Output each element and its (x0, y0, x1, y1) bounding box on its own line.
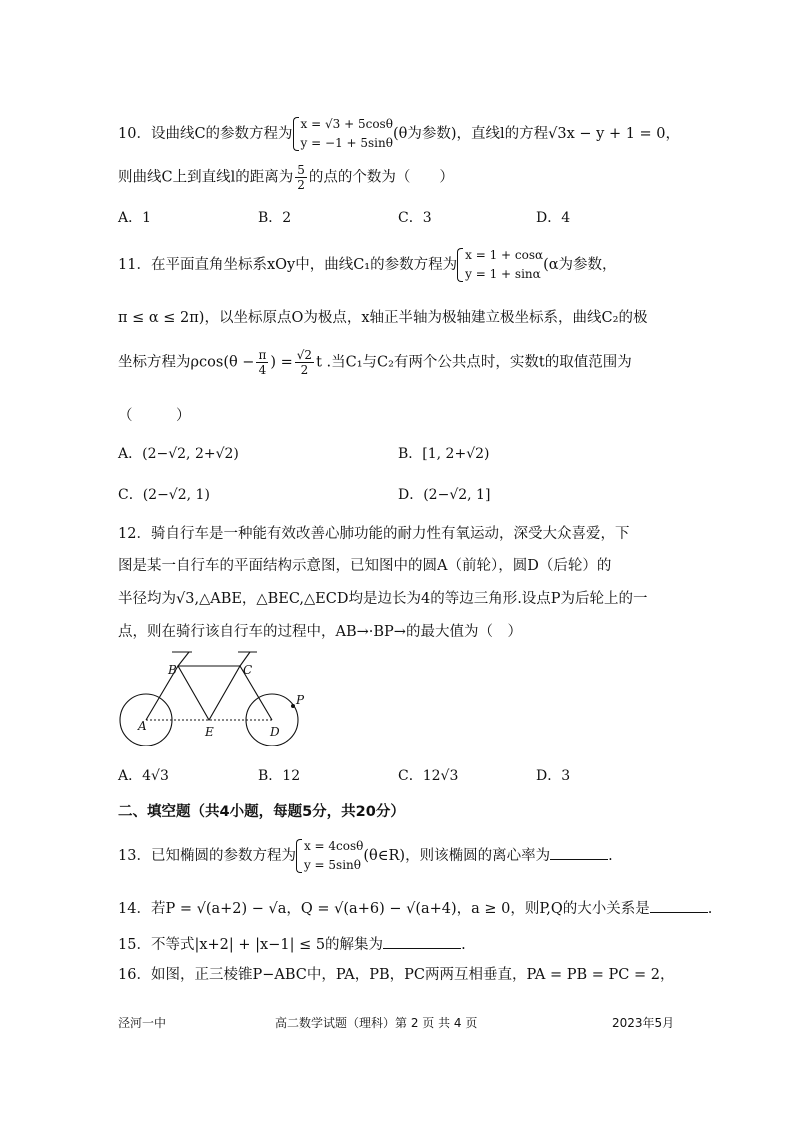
q12-option-d: D．3 (536, 768, 571, 784)
q11-line3-b: ) = (270, 354, 293, 371)
q10-line2 (118, 163, 454, 192)
q13-line (118, 837, 613, 875)
footer-school: 泾河一中 (118, 1016, 167, 1030)
q11-option-d: D．(2−√2, 1] (398, 487, 491, 503)
q11-eq1: x = 1 + cosα (465, 248, 544, 262)
q10-line1 (118, 115, 680, 153)
q12-line4: 点，则在骑行该自行车的过程中，AB→·BP→的最大值为（ ） (118, 624, 522, 640)
q10-param-system (293, 115, 393, 153)
q10-line2-a: 则曲线C上到直线l的距离为 (118, 169, 294, 186)
q11-line3-c: t .当C₁与C₂有两个公共点时，实数t的取值范围为 (316, 354, 632, 371)
q13-end: . (608, 848, 613, 864)
frame (146, 666, 272, 720)
q11-frac-den: 4 (258, 363, 267, 377)
q15-answer-blank[interactable] (383, 934, 461, 949)
bicycle-figure (112, 646, 312, 746)
q10-fraction (295, 163, 307, 192)
q10-eq2: y = −1 + 5sinθ (300, 136, 393, 150)
label-e: E (205, 725, 214, 739)
q14-answer-blank[interactable] (650, 898, 708, 913)
q13-eq1: x = 4cosθ (303, 839, 364, 853)
label-a: A (138, 719, 147, 733)
q15-line (118, 933, 466, 954)
q11-line3-a: 坐标方程为ρcos(θ − (118, 354, 255, 371)
q12-option-a: A．4√3 (118, 768, 169, 784)
footer-title: 高二数学试题（理科）第 2 页 共 4 页 (275, 1016, 478, 1030)
q11-line4: （ ） (118, 408, 191, 424)
q11-fraction-pi (256, 348, 268, 377)
q12-line2: 图是某一自行车的平面结构示意图，已知图中的圆A（前轮），圆D（后轮）的 (118, 558, 612, 574)
label-p: P (296, 693, 305, 707)
q12-line3: 半径均为√3,△ABE，△BEC,△ECD均是边长为4的等边三角形.设点P为后轮上的一 (118, 591, 648, 607)
q10-option-d: D．4 (536, 210, 571, 226)
point-p (291, 704, 295, 708)
q11-line2: π ≤ α ≤ 2π)，以坐标原点O为极点，x轴正半轴为极轴建立极坐标系，曲线C₂的极 (118, 310, 648, 326)
q10-frac-den: 2 (297, 178, 305, 192)
q14-end: . (707, 901, 713, 917)
q11-option-c: C．(2−√2, 1) (118, 487, 210, 503)
q10-eq1: x = √3 + 5cosθ (300, 117, 393, 131)
q13-param-system (296, 837, 363, 875)
q11-prefix: 11．在平面直角坐标系xOy中，曲线C₁的参数方程为 (118, 257, 458, 273)
q13-prefix: 13．已知椭圆的参数方程为 (118, 848, 296, 864)
section2-heading: 二、填空题（共4小题，每题5分，共20分） (118, 804, 405, 820)
q11-eq2: y = 1 + sinα (465, 267, 541, 281)
label-c: C (243, 663, 253, 677)
q11-option-b: B．[1, 2+√2) (398, 446, 490, 462)
q10-option-a: A．1 (118, 210, 152, 226)
q11-param-note: (α为参数， (543, 257, 617, 273)
q10-prefix: 10．设曲线C的参数方程为 (118, 126, 293, 142)
q12-option-b: B．12 (258, 768, 301, 784)
q12-line1: 12．骑自行车是一种能有效改善心肺功能的耐力性有氧运动，深受大众喜爱，下 (118, 526, 630, 542)
label-d: D (270, 725, 280, 739)
q10-option-b: B．2 (258, 210, 292, 226)
q11-option-a: A．(2−√2, 2+√2) (118, 446, 239, 462)
q10-option-c: C．3 (398, 210, 432, 226)
q13-answer-blank[interactable] (550, 845, 608, 860)
handlebar-stem (178, 652, 189, 666)
q10-frac-num: 5 (297, 163, 305, 177)
q11-frac-num: π (258, 348, 267, 362)
q12-option-c: C．12√3 (398, 768, 459, 784)
q15-end: . (461, 937, 466, 953)
q11-fraction-sqrt2 (295, 348, 314, 377)
q14-text: 14．若P = √(a+2) − √a，Q = √(a+6) − √(a+4)，a ≥ 0，则P,Q的大小关系是 (118, 901, 650, 917)
q11-param-system (457, 246, 543, 284)
q15-text: 15．不等式|x+2| + |x−1| ≤ 5的解集为 (118, 937, 384, 953)
q13-suffix: (θ∈R)，则该椭圆的离心率为 (363, 848, 551, 864)
label-b: B (168, 663, 177, 677)
q11-frac2-den: 2 (300, 363, 309, 377)
q11-frac2-num: √2 (296, 348, 313, 362)
footer-date: 2023年5月 (612, 1016, 675, 1030)
q11-line1 (118, 246, 617, 284)
q13-eq2: y = 5sinθ (303, 858, 361, 872)
q10-line2-b: 的点的个数为（ ） (308, 169, 454, 186)
q14-line (118, 897, 712, 918)
q10-param-note: (θ为参数)，直线l的方程√3x − y + 1 = 0， (392, 126, 681, 142)
q11-line3 (118, 348, 632, 377)
q16-line: 16．如图，正三棱锥P−ABC中，PA，PB，PC两两互相垂直，PA = PB = PC = 2， (118, 967, 675, 983)
